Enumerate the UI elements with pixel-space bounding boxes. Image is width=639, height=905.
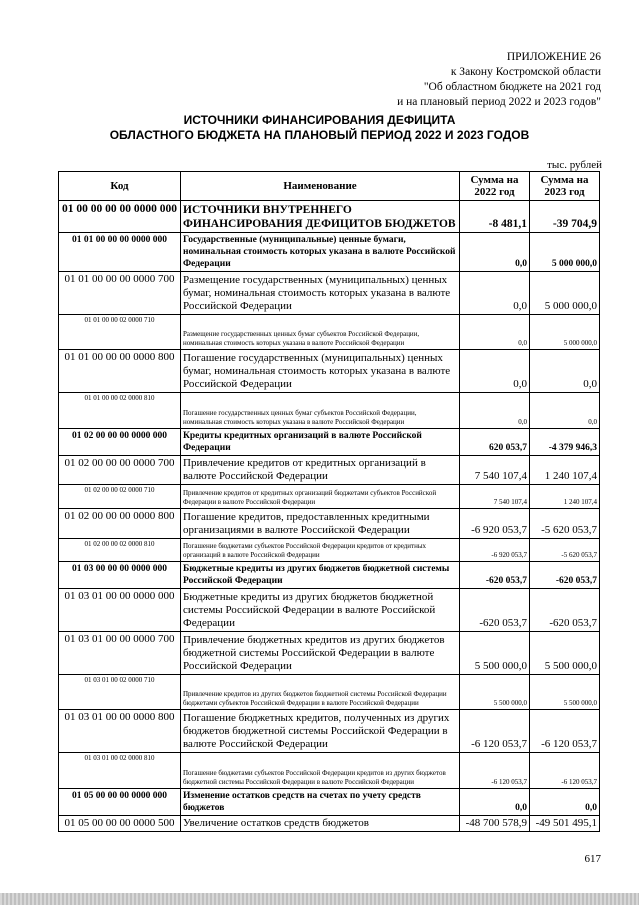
header-code: Код bbox=[59, 172, 181, 201]
table-row bbox=[59, 456, 600, 485]
financing-table bbox=[58, 171, 600, 832]
header-sum-2023: Сумма на 2023 год bbox=[530, 172, 600, 201]
appendix-header bbox=[397, 50, 601, 110]
row-value-2023: -5 620 053,7 bbox=[530, 539, 600, 562]
row-code: 01 02 00 00 02 0000 710 bbox=[59, 485, 181, 509]
table-row bbox=[59, 710, 600, 753]
row-name: Увеличение остатков средств бюджетов bbox=[181, 816, 460, 832]
row-code: 01 00 00 00 00 0000 000 bbox=[59, 201, 181, 233]
table-row bbox=[59, 789, 600, 816]
row-name: Погашение государственных ценных бумаг субъектов Российской Федерации, номинальная стоимость которых указана в валюте Российской Федерации bbox=[181, 393, 460, 429]
page-number: 617 bbox=[584, 853, 601, 865]
row-name: Погашение кредитов, предоставленных кредитными организациями в валюте Российской Федерации bbox=[181, 509, 460, 539]
row-value-2023: 5 500 000,0 bbox=[530, 675, 600, 710]
row-value-2023: 5 000 000,0 bbox=[530, 233, 600, 272]
row-name: Государственные (муниципальные) ценные бумаги, номинальная стоимость которых указана в валюте Российской Федерации bbox=[181, 233, 460, 272]
table-row bbox=[59, 562, 600, 589]
row-name: Погашение бюджетами субъектов Российской Федерации кредитов из других бюджетов бюджетной системы Российской Федерации в валюте Российской Федерации bbox=[181, 753, 460, 789]
row-value-2022: -48 700 578,9 bbox=[460, 816, 530, 832]
row-code: 01 01 00 00 02 0000 810 bbox=[59, 393, 181, 429]
document-title bbox=[0, 113, 639, 143]
header-sum-2022: Сумма на 2022 год bbox=[460, 172, 530, 201]
row-value-2023: 5 000 000,0 bbox=[530, 272, 600, 315]
table-row bbox=[59, 315, 600, 350]
row-code: 01 03 01 00 02 0000 810 bbox=[59, 753, 181, 789]
row-name: Погашение бюджетных кредитов, полученных из других бюджетов бюджетной системы Российской Федерации в валюте Российской Федерации bbox=[181, 710, 460, 753]
law-reference: к Закону Костромской области bbox=[450, 66, 601, 78]
scan-edge-strip bbox=[0, 893, 639, 905]
row-code: 01 02 00 00 02 0000 810 bbox=[59, 539, 181, 562]
row-code: 01 03 01 00 00 0000 000 bbox=[59, 589, 181, 632]
row-value-2023: -5 620 053,7 bbox=[530, 509, 600, 539]
row-value-2022: -620 053,7 bbox=[460, 589, 530, 632]
row-value-2023: 0,0 bbox=[530, 789, 600, 816]
table-row bbox=[59, 539, 600, 562]
row-value-2023: 5 000 000,0 bbox=[530, 315, 600, 350]
row-code: 01 01 00 00 00 0000 000 bbox=[59, 233, 181, 272]
header-name: Наименование bbox=[181, 172, 460, 201]
row-value-2023: 5 500 000,0 bbox=[530, 632, 600, 675]
table-row bbox=[59, 816, 600, 832]
row-name: ИСТОЧНИКИ ВНУТРЕННЕГО ФИНАНСИРОВАНИЯ ДЕФИЦИТОВ БЮДЖЕТОВ bbox=[181, 201, 460, 233]
row-value-2022: -8 481,1 bbox=[460, 201, 530, 233]
row-value-2022: 620 053,7 bbox=[460, 429, 530, 456]
row-value-2022: -6 920 053,7 bbox=[460, 509, 530, 539]
title-line2: ОБЛАСТНОГО БЮДЖЕТА НА ПЛАНОВЫЙ ПЕРИОД 2022 И 2023 ГОДОВ bbox=[109, 128, 530, 142]
row-value-2022: 7 540 107,4 bbox=[460, 456, 530, 485]
row-name: Бюджетные кредиты из других бюджетов бюджетной системы Российской Федерации в валюте Российской Федерации bbox=[181, 589, 460, 632]
row-value-2022: 0,0 bbox=[460, 272, 530, 315]
row-name: Погашение бюджетами субъектов Российской Федерации кредитов от кредитных организаций в валюте Российской Федерации bbox=[181, 539, 460, 562]
row-code: 01 01 00 00 02 0000 710 bbox=[59, 315, 181, 350]
row-code: 01 01 00 00 00 0000 700 bbox=[59, 272, 181, 315]
row-value-2022: -6 120 053,7 bbox=[460, 710, 530, 753]
title-line1: ИСТОЧНИКИ ФИНАНСИРОВАНИЯ ДЕФИЦИТА bbox=[183, 113, 456, 127]
row-value-2022: 0,0 bbox=[460, 350, 530, 393]
row-name: Бюджетные кредиты из других бюджетов бюджетной системы Российской Федерации bbox=[181, 562, 460, 589]
table-row bbox=[59, 429, 600, 456]
row-code: 01 03 00 00 00 0000 000 bbox=[59, 562, 181, 589]
row-value-2022: 0,0 bbox=[460, 393, 530, 429]
row-name: Привлечение кредитов из других бюджетов бюджетной системы Российской Федерации бюджетами субъектов Российской Федерации в валюте Российской Федерации bbox=[181, 675, 460, 710]
row-code: 01 03 01 00 00 0000 800 bbox=[59, 710, 181, 753]
row-code: 01 05 00 00 00 0000 500 bbox=[59, 816, 181, 832]
table-header-row bbox=[59, 172, 600, 201]
row-code: 01 01 00 00 00 0000 800 bbox=[59, 350, 181, 393]
row-value-2022: 5 500 000,0 bbox=[460, 675, 530, 710]
table-body bbox=[59, 201, 600, 832]
row-value-2023: -620 053,7 bbox=[530, 589, 600, 632]
row-name: Размещение государственных (муниципальных) ценных бумаг, номинальная стоимость которых указана в валюте Российской Федерации bbox=[181, 272, 460, 315]
row-value-2023: -6 120 053,7 bbox=[530, 753, 600, 789]
row-name: Привлечение бюджетных кредитов из других бюджетов бюджетной системы Российской Федерации в валюте Российской Федерации bbox=[181, 632, 460, 675]
row-value-2022: -6 120 053,7 bbox=[460, 753, 530, 789]
row-code: 01 03 01 00 02 0000 710 bbox=[59, 675, 181, 710]
table-row bbox=[59, 201, 600, 233]
row-value-2022: 0,0 bbox=[460, 233, 530, 272]
row-code: 01 02 00 00 00 0000 700 bbox=[59, 456, 181, 485]
table-row bbox=[59, 272, 600, 315]
units-label: тыс. рублей bbox=[547, 159, 602, 171]
row-value-2023: -620 053,7 bbox=[530, 562, 600, 589]
row-code: 01 05 00 00 00 0000 000 bbox=[59, 789, 181, 816]
row-value-2023: 0,0 bbox=[530, 350, 600, 393]
row-value-2023: -6 120 053,7 bbox=[530, 710, 600, 753]
law-title-line2: и на плановый период 2022 и 2023 годов" bbox=[397, 96, 601, 108]
row-name: Привлечение кредитов от кредитных организаций в валюте Российской Федерации bbox=[181, 456, 460, 485]
row-name: Привлечение кредитов от кредитных организаций бюджетами субъектов Российской Федерации в валюте Российской Федерации bbox=[181, 485, 460, 509]
table-row bbox=[59, 589, 600, 632]
row-value-2022: 0,0 bbox=[460, 315, 530, 350]
row-value-2023: 0,0 bbox=[530, 393, 600, 429]
table-row bbox=[59, 393, 600, 429]
table-row bbox=[59, 509, 600, 539]
row-name: Погашение государственных (муниципальных) ценных бумаг, номинальная стоимость которых указана в валюте Российской Федерации bbox=[181, 350, 460, 393]
row-code: 01 03 01 00 00 0000 700 bbox=[59, 632, 181, 675]
row-name: Кредиты кредитных организаций в валюте Российской Федерации bbox=[181, 429, 460, 456]
row-value-2023: -49 501 495,1 bbox=[530, 816, 600, 832]
row-value-2023: -4 379 946,3 bbox=[530, 429, 600, 456]
row-value-2023: -39 704,9 bbox=[530, 201, 600, 233]
row-value-2022: -620 053,7 bbox=[460, 562, 530, 589]
row-value-2023: 1 240 107,4 bbox=[530, 485, 600, 509]
row-value-2022: 7 540 107,4 bbox=[460, 485, 530, 509]
table-row bbox=[59, 753, 600, 789]
row-value-2022: -6 920 053,7 bbox=[460, 539, 530, 562]
table-row bbox=[59, 675, 600, 710]
law-title-line1: "Об областном бюджете на 2021 год bbox=[423, 81, 601, 93]
row-name: Изменение остатков средств на счетах по учету средств бюджетов bbox=[181, 789, 460, 816]
row-value-2022: 5 500 000,0 bbox=[460, 632, 530, 675]
table-row bbox=[59, 233, 600, 272]
row-code: 01 02 00 00 00 0000 000 bbox=[59, 429, 181, 456]
table-row bbox=[59, 350, 600, 393]
row-value-2022: 0,0 bbox=[460, 789, 530, 816]
row-name: Размещение государственных ценных бумаг субъектов Российской Федерации, номинальная стоимость которых указана в валюте Российской Федерации bbox=[181, 315, 460, 350]
table-row bbox=[59, 632, 600, 675]
row-code: 01 02 00 00 00 0000 800 bbox=[59, 509, 181, 539]
row-value-2023: 1 240 107,4 bbox=[530, 456, 600, 485]
appendix-number: ПРИЛОЖЕНИЕ 26 bbox=[506, 51, 601, 63]
table-row bbox=[59, 485, 600, 509]
